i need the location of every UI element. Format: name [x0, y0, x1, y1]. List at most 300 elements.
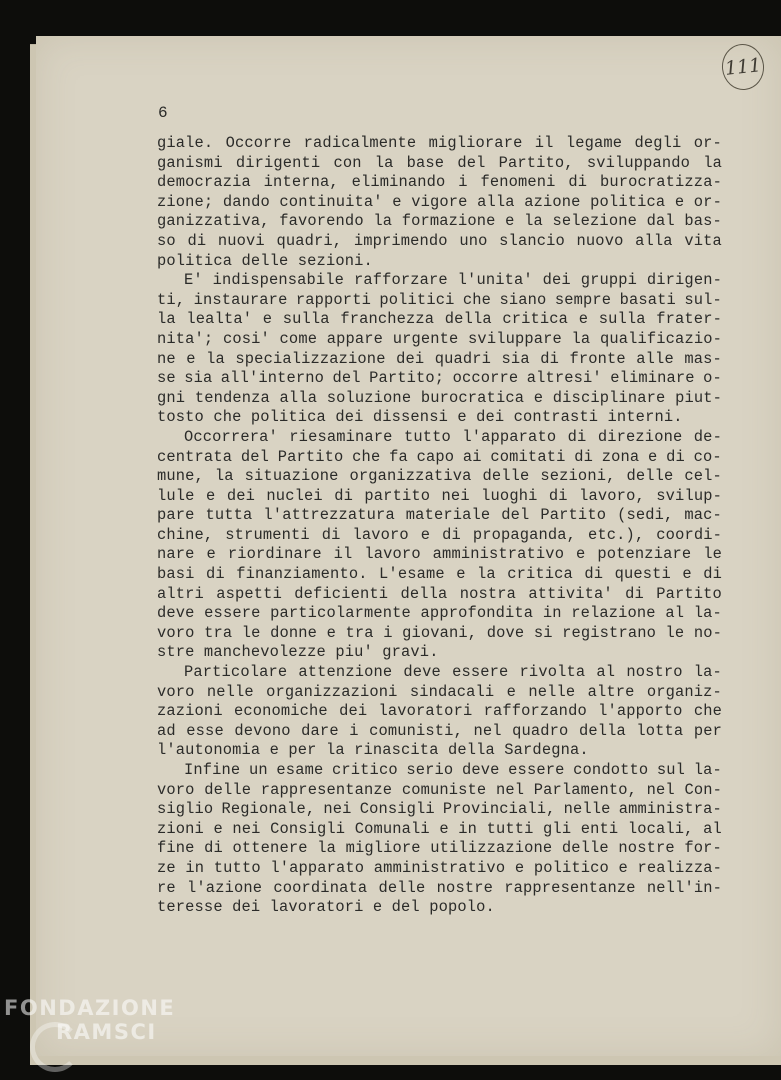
- word: Partito: [540, 506, 607, 525]
- word: Partito,: [498, 153, 574, 172]
- word: zione;: [157, 192, 214, 211]
- word: al: [665, 604, 685, 623]
- word: e: [326, 623, 336, 642]
- word: comunisti,: [369, 721, 463, 740]
- word: altri: [157, 584, 204, 603]
- word: la: [373, 212, 393, 231]
- word: e: [576, 545, 586, 564]
- word: zazioni: [157, 702, 223, 721]
- word: delle: [626, 467, 674, 486]
- word: Comunali: [354, 819, 430, 838]
- text-line: [157, 232, 722, 252]
- word: e: [439, 819, 449, 838]
- text-line: [157, 408, 722, 428]
- word: situazione: [244, 467, 339, 486]
- word: registrano: [562, 623, 656, 642]
- word: e: [206, 545, 216, 564]
- word: sia: [184, 369, 213, 388]
- text-line: [157, 565, 722, 585]
- word: e: [505, 212, 515, 231]
- word: siano: [499, 290, 547, 309]
- word: sindacali: [409, 682, 495, 701]
- word: deve: [157, 604, 195, 623]
- word: in: [185, 858, 205, 877]
- word: degli: [634, 134, 682, 152]
- word: tra: [345, 623, 374, 642]
- word: voro: [157, 780, 195, 799]
- word: nostre: [436, 878, 493, 897]
- word: Partito: [277, 447, 344, 466]
- word: for-: [684, 839, 722, 858]
- word: amministrativo: [373, 858, 506, 877]
- word: uno: [459, 231, 488, 250]
- word: in: [542, 604, 562, 623]
- word: ne: [157, 349, 176, 368]
- word: l'apporto: [598, 702, 683, 721]
- text-line: [157, 193, 722, 213]
- word: continuita': [279, 192, 383, 211]
- text-line: [157, 839, 722, 859]
- word: bas-: [684, 212, 722, 231]
- word: L'esame: [379, 565, 445, 584]
- word: nelle: [563, 800, 611, 819]
- word: utilizzazione: [430, 839, 553, 858]
- word: quadro: [512, 721, 569, 740]
- word: la: [206, 349, 225, 368]
- text-line: [157, 330, 722, 350]
- word: la: [524, 212, 543, 231]
- word: materiale: [405, 506, 491, 525]
- word: dei: [542, 271, 571, 290]
- word: essere: [204, 604, 261, 623]
- word: appare: [326, 329, 384, 348]
- text-line: [157, 800, 722, 820]
- word: voro: [157, 682, 195, 701]
- word: e: [674, 192, 685, 211]
- word: relazione: [571, 604, 656, 623]
- word: svilup-: [656, 486, 722, 505]
- word: Partito;: [369, 369, 445, 388]
- word: che: [693, 702, 722, 721]
- word: potenziare: [597, 545, 692, 564]
- word: sulla: [598, 310, 646, 329]
- word: di: [187, 231, 207, 250]
- word: soluzione: [326, 388, 412, 407]
- word: Consigli: [270, 819, 346, 838]
- word: or-: [693, 134, 722, 152]
- watermark: [4, 996, 175, 1044]
- word: fronte: [569, 349, 626, 368]
- word: nostre: [618, 839, 675, 858]
- word: ti,: [157, 290, 186, 309]
- word: gni: [157, 388, 186, 407]
- word: tra: [204, 623, 233, 642]
- word: che: [462, 290, 492, 309]
- word: e: [682, 565, 692, 584]
- word: dal: [646, 212, 675, 231]
- word: azione: [524, 192, 581, 211]
- word: instaurare: [193, 290, 288, 309]
- word: tutta: [205, 506, 253, 525]
- text-line: [157, 663, 722, 683]
- word: i: [383, 623, 393, 642]
- word: (sedi,: [617, 506, 674, 525]
- word: l'apparato: [462, 427, 557, 446]
- word: i: [349, 721, 359, 740]
- word: occorre: [452, 369, 519, 388]
- word: altre: [587, 682, 635, 701]
- word: ze: [157, 858, 176, 877]
- word: co-: [693, 447, 722, 466]
- word: la: [157, 310, 176, 329]
- text-line: [157, 310, 722, 330]
- word: nei: [441, 486, 470, 505]
- word: e: [186, 349, 196, 368]
- word: comitati: [490, 447, 566, 466]
- text-line: [157, 722, 722, 742]
- word: e: [648, 447, 658, 466]
- word: sviluppare: [468, 329, 562, 348]
- paragraph: [157, 663, 722, 761]
- word: ad: [157, 721, 176, 740]
- word: lotta: [636, 721, 684, 740]
- word: alla: [477, 192, 515, 211]
- word: aspetti: [216, 584, 282, 603]
- word: democrazia: [157, 173, 251, 192]
- word: disciplinare: [552, 388, 666, 407]
- text-line: [157, 643, 722, 663]
- page-number: 6: [158, 104, 168, 122]
- word: legame: [565, 134, 623, 152]
- text-line: [157, 859, 722, 879]
- word: la: [703, 153, 722, 172]
- word: strumenti: [225, 525, 310, 544]
- word: basi: [157, 565, 195, 584]
- word: giovani,: [402, 623, 478, 642]
- word: alla: [635, 231, 673, 250]
- word: E': [184, 271, 203, 290]
- word: lavoro: [352, 525, 409, 544]
- word: sempre: [554, 290, 612, 309]
- word: politica delle sezioni.: [157, 251, 373, 270]
- word: all'interno: [220, 369, 325, 388]
- word: delle: [378, 878, 426, 897]
- word: ganizzativa,: [157, 212, 270, 231]
- word: lavoro,: [579, 486, 645, 505]
- word: politico: [533, 858, 609, 877]
- word: riesaminare: [289, 427, 393, 446]
- word: nuovi: [217, 231, 265, 250]
- word: della: [578, 721, 626, 740]
- word: un: [248, 761, 268, 779]
- word: slancio: [499, 231, 565, 250]
- word: Regionale,: [221, 800, 316, 819]
- word: qualificazio-: [599, 329, 722, 348]
- word: e: [392, 192, 402, 211]
- text-line: [157, 761, 722, 781]
- word: nelle: [528, 682, 576, 701]
- word: Con-: [684, 780, 722, 799]
- word: lavoratori: [378, 702, 473, 721]
- word: fenomeni: [480, 173, 556, 192]
- word: l'autonomia e per la rinascita della Sardegna.: [157, 741, 589, 760]
- word: fine: [157, 839, 195, 858]
- word: specializzazione: [235, 349, 386, 368]
- word: rappresentanze: [504, 878, 636, 897]
- word: in: [458, 819, 478, 838]
- word: altresi': [526, 369, 602, 388]
- word: tutto: [213, 858, 261, 877]
- text-line: [157, 898, 722, 918]
- word: nei: [323, 800, 352, 819]
- word: deve: [403, 663, 441, 682]
- word: con: [333, 153, 362, 172]
- word: giale.: [157, 134, 214, 152]
- word: nelle: [206, 682, 254, 701]
- text-line: [157, 624, 722, 644]
- word: nel: [473, 721, 502, 740]
- word: si: [533, 623, 553, 642]
- word: che: [352, 447, 381, 466]
- word: zona: [601, 447, 640, 466]
- word: riordinare: [227, 545, 322, 564]
- word: amministra-: [618, 800, 722, 819]
- word: Consigli: [359, 800, 435, 819]
- word: delle: [204, 780, 252, 799]
- word: frater-: [656, 310, 722, 329]
- word: critica: [507, 565, 573, 584]
- text-line: [157, 506, 722, 526]
- word: gli: [543, 819, 572, 838]
- word: e: [578, 310, 589, 329]
- text-line: [157, 526, 722, 546]
- word: donne: [270, 623, 318, 642]
- word: selezione: [552, 212, 637, 231]
- word: al: [703, 819, 722, 838]
- word: dei: [226, 486, 255, 505]
- word: Occorre: [225, 134, 292, 152]
- word: quadri: [434, 349, 492, 368]
- word: nuovo: [576, 231, 624, 250]
- word: quadri,: [276, 231, 343, 250]
- word: la-: [693, 663, 722, 682]
- word: organiz-: [646, 682, 722, 701]
- word: la-: [693, 604, 722, 623]
- text-line: [157, 585, 722, 605]
- word: Parlamento,: [533, 780, 637, 799]
- word: la-: [693, 761, 722, 779]
- word: devono: [234, 721, 291, 740]
- word: le: [665, 623, 685, 642]
- word: Particolare: [184, 663, 288, 682]
- word: di: [205, 565, 225, 584]
- word: franchezza: [340, 310, 435, 329]
- word: essere: [452, 663, 509, 682]
- word: esame: [276, 761, 324, 779]
- word: di: [584, 565, 604, 584]
- word: o-: [703, 369, 722, 388]
- word: stre manchevolezze piu' gravi.: [157, 643, 439, 662]
- word: burocratizza-: [599, 173, 722, 192]
- word: radicalmente: [303, 134, 417, 152]
- word: fa: [389, 447, 408, 466]
- word: se: [157, 369, 176, 388]
- word: al: [596, 663, 616, 682]
- word: amministrativo: [432, 545, 565, 564]
- word: di: [567, 427, 587, 446]
- word: interna,: [263, 173, 339, 192]
- word: no-: [693, 623, 722, 642]
- word: base: [406, 153, 445, 172]
- word: esse: [186, 721, 224, 740]
- word: nel: [495, 780, 525, 799]
- word: so: [157, 231, 176, 250]
- word: piut-: [675, 388, 722, 407]
- word: pare: [157, 506, 195, 525]
- word: delle: [482, 467, 530, 486]
- word: eliminare: [610, 369, 695, 388]
- word: chine,: [157, 525, 214, 544]
- word: la: [317, 839, 336, 858]
- word: nell'in-: [646, 878, 722, 897]
- archive-number: 111: [723, 54, 763, 80]
- word: teresse dei lavoratori e del popolo.: [157, 898, 495, 917]
- word: nita';: [157, 329, 214, 348]
- word: l'apparato: [270, 858, 365, 877]
- word: mas-: [684, 349, 722, 368]
- word: lule: [157, 486, 195, 505]
- word: di: [548, 486, 568, 505]
- word: sezioni,: [540, 467, 616, 486]
- text-line: [157, 134, 722, 154]
- word: coordinata: [273, 878, 368, 897]
- word: di: [334, 486, 353, 505]
- word: coordi-: [656, 525, 722, 544]
- word: di: [574, 447, 593, 466]
- word: etc.),: [588, 525, 645, 544]
- word: siglio: [157, 800, 214, 819]
- word: nostra: [459, 584, 517, 603]
- word: tutti: [486, 819, 534, 838]
- text-line: [157, 271, 722, 291]
- word: burocratica: [420, 388, 525, 407]
- word: de-: [693, 427, 722, 446]
- word: l'azione: [187, 878, 263, 897]
- word: critica: [502, 310, 569, 329]
- word: la: [477, 565, 496, 584]
- word: rafforzando: [483, 702, 587, 721]
- word: di: [625, 584, 644, 603]
- word: sul-: [684, 290, 722, 309]
- word: dirigen-: [646, 271, 722, 290]
- word: nei: [232, 819, 261, 838]
- word: dei: [339, 702, 368, 721]
- word: rappresentanze: [260, 780, 393, 799]
- word: della: [400, 584, 448, 603]
- word: il: [333, 545, 353, 564]
- text-line: [157, 467, 722, 487]
- word: dare: [301, 721, 339, 740]
- word: cel-: [684, 467, 722, 486]
- word: e: [205, 486, 216, 505]
- paragraph: [157, 428, 722, 663]
- text-line: [157, 350, 722, 370]
- word: l'attrezzatura: [263, 506, 395, 525]
- word: particolarmente: [270, 604, 411, 623]
- word: e: [456, 565, 466, 584]
- word: e: [420, 525, 431, 544]
- word: capo: [416, 447, 455, 466]
- word: nare: [157, 545, 195, 564]
- paragraph: [157, 761, 722, 918]
- watermark-line-2: RAMSCI: [56, 1020, 157, 1044]
- word: critico: [332, 761, 398, 779]
- word: gruppi: [580, 271, 638, 290]
- watermark-line-1: FONDAZIONE: [4, 996, 176, 1020]
- word: essere: [508, 761, 565, 779]
- word: lealta': [186, 310, 253, 329]
- word: la: [374, 153, 394, 172]
- word: migliore: [345, 839, 421, 858]
- word: e: [514, 858, 525, 877]
- word: vita: [684, 231, 722, 250]
- text-line: [157, 369, 722, 389]
- word: basati: [619, 290, 676, 309]
- word: e: [262, 310, 273, 329]
- word: serio: [406, 761, 454, 779]
- word: di: [204, 839, 223, 858]
- word: cosi': [222, 329, 270, 348]
- word: comuniste: [401, 780, 487, 799]
- word: mune,: [157, 467, 204, 486]
- word: mac-: [684, 506, 722, 525]
- word: attivita': [528, 584, 613, 603]
- word: nel: [646, 780, 675, 799]
- word: di: [442, 525, 461, 544]
- word: sulla: [282, 310, 330, 329]
- paragraph: [157, 271, 722, 428]
- word: Partito: [656, 584, 722, 603]
- word: dirigenti: [235, 153, 321, 172]
- word: del: [240, 447, 269, 466]
- word: sul: [656, 761, 686, 779]
- word: tendenza: [194, 388, 270, 407]
- text-line: [157, 545, 722, 565]
- word: tosto che politica dei dissensi e dei contrasti interni.: [157, 408, 683, 427]
- word: Provinciali,: [442, 800, 556, 819]
- text-line: [157, 702, 722, 722]
- text-line: [157, 741, 722, 761]
- word: partito: [364, 486, 431, 505]
- text-line: [157, 212, 722, 232]
- word: per: [693, 721, 722, 740]
- word: economiche: [233, 702, 328, 721]
- text-line: [157, 448, 722, 468]
- word: ganismi: [157, 153, 223, 172]
- word: indispensabile: [212, 271, 345, 290]
- text-line: [157, 781, 722, 801]
- word: questi: [614, 565, 671, 584]
- word: e: [213, 819, 223, 838]
- text-line: [157, 291, 722, 311]
- word: dove: [486, 623, 525, 642]
- word: vigore: [411, 192, 468, 211]
- word: deficienti: [294, 584, 389, 603]
- word: del: [501, 506, 530, 525]
- word: di: [540, 349, 559, 368]
- word: ai: [462, 447, 482, 466]
- text-line: [157, 428, 722, 448]
